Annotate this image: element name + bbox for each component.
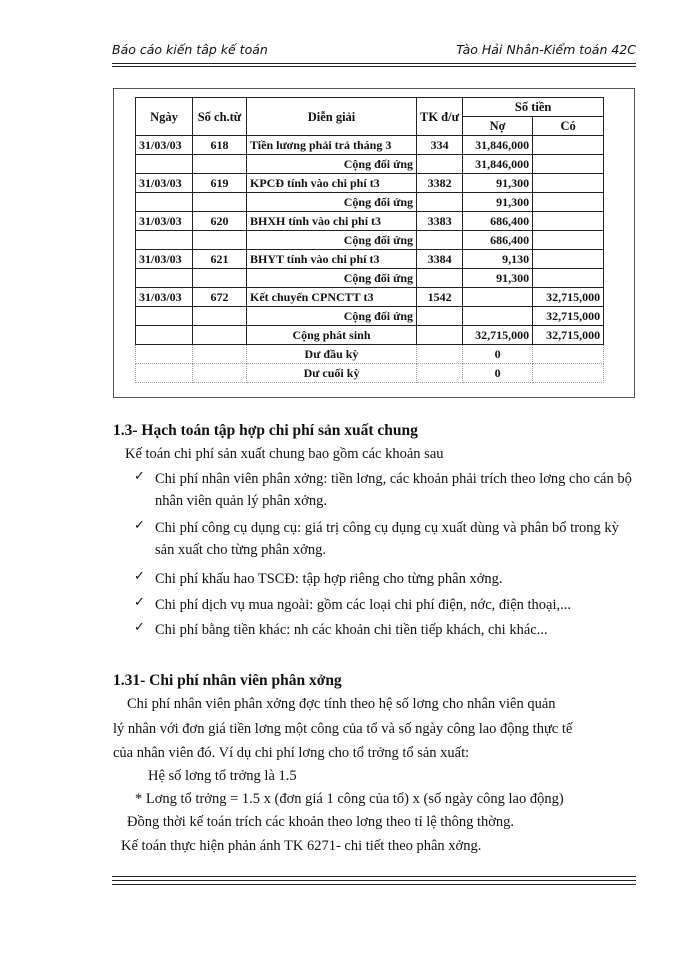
col-debit: Nợ [463,117,533,136]
check-icon: ✓ [134,517,145,532]
cell-desc: BHXH tính vào chi phí t3 [247,212,417,231]
col-date: Ngày [136,98,193,136]
para2: Đồng thời kế toán trích các khoản theo lơng theo tỉ lệ thông thờng. [127,814,515,830]
check-icon: ✓ [134,619,145,634]
check-icon: ✓ [134,594,145,609]
para1-line3: của nhân viên đó. Ví dụ chi phí lơng cho tổ trởng tổ sản xuất: [113,745,470,761]
cell-tk [417,193,463,212]
cell-no [193,269,247,288]
check-icon: ✓ [134,468,145,483]
cell-date: 31/03/03 [136,174,193,193]
closing-label: Dư cuối kỳ [247,364,417,383]
ledger-row [136,155,604,174]
cell-credit [533,269,604,288]
cell-tk [417,307,463,326]
cell-date [136,231,193,250]
bullet-item: Chi phí nhân viên phân xởng: tiền lơng, các khoản phải trích theo lơng cho cán bộ nhân viên quản lý phân xởng. [155,471,632,509]
cell-tk: 3383 [417,212,463,231]
ledger-row [136,269,604,288]
cell-no: 621 [193,250,247,269]
cell-date: 31/03/03 [136,212,193,231]
cell-credit: 32,715,000 [533,307,604,326]
footer-rule-mid [112,880,636,881]
opening-label: Dư đầu kỳ [247,345,417,364]
cell-tk [417,269,463,288]
total-label: Cộng phát sinh [247,326,417,345]
cell-no: 618 [193,136,247,155]
footer-rule-bottom [112,884,636,885]
total-credit: 32,715,000 [533,326,604,345]
cell-tk: 334 [417,136,463,155]
closing-value: 0 [463,364,533,383]
cell-date [136,193,193,212]
para1-line1: Chi phí nhân viên phân xởng đợc tính theo hệ số lơng cho nhân viên quản [127,696,556,712]
ledger-row [136,307,604,326]
para3: Kế toán thực hiện phản ánh TK 6271- chi tiết theo phân xởng. [121,838,482,854]
cell-credit [533,155,604,174]
cell-debit [463,307,533,326]
cell-credit [533,136,604,155]
cell-desc: Tiền lương phải trả tháng 3 [247,136,417,155]
page-header [112,42,636,62]
total-debit: 32,715,000 [463,326,533,345]
cell-debit: 91,300 [463,174,533,193]
cell-desc: BHYT tính vào chi phí t3 [247,250,417,269]
cell-date: 31/03/03 [136,250,193,269]
cell-tk: 1542 [417,288,463,307]
ledger-row [136,231,604,250]
ledger-row [136,250,604,269]
cell-desc: Kết chuyển CPNCTT t3 [247,288,417,307]
bullet-item: Chi phí dịch vụ mua ngoài: gồm các loại chi phí điện, nớc, điện thoại,... [155,597,571,613]
cell-no [193,231,247,250]
para1-line2: lý nhân với đơn giá tiền lơng một công của tổ và số ngày công lao động thực tế [113,721,573,737]
cell-desc: Cộng đối ứng [247,155,417,174]
ledger-table [135,97,604,383]
col-credit: Có [533,117,604,136]
cell-debit: 686,400 [463,212,533,231]
cell-debit: 31,846,000 [463,136,533,155]
total-row [136,326,604,345]
ledger-row [136,136,604,155]
cell-date [136,269,193,288]
cell-tk: 3384 [417,250,463,269]
cell-date: 31/03/03 [136,288,193,307]
opening-row [136,345,604,364]
cell-date [136,155,193,174]
header-left-title: Báo cáo kiến tâp kế toán [112,42,268,57]
cell-date: 31/03/03 [136,136,193,155]
cell-credit [533,250,604,269]
ledger-row [136,288,604,307]
ledger-row [136,174,604,193]
col-amount: Số tiền [463,98,604,117]
cell-no: 620 [193,212,247,231]
cell-no [193,307,247,326]
cell-credit [533,193,604,212]
header-right-author: Tào Hải Nhân-Kiểm toán 42C [456,42,636,57]
header-rule-bottom [112,66,636,67]
cell-tk: 3382 [417,174,463,193]
col-tk: TK đ/ư [417,98,463,136]
cell-debit: 91,300 [463,269,533,288]
section-title-1-31: 1.31- Chi phí nhân viên phân xởng [113,672,342,689]
col-desc: Diễn giải [247,98,417,136]
cell-debit: 31,846,000 [463,155,533,174]
ledger-row [136,193,604,212]
cell-debit [463,288,533,307]
cell-date [136,307,193,326]
section-title-1-3: 1.3- Hạch toán tập hợp chi phí sản xuất chung [113,422,418,439]
col-voucher: Số ch.từ [193,98,247,136]
cell-debit: 686,400 [463,231,533,250]
cell-no: 619 [193,174,247,193]
cell-desc: Cộng đối ứng [247,231,417,250]
cell-desc: Cộng đối ứng [247,269,417,288]
cell-desc: KPCĐ tính vào chi phí t3 [247,174,417,193]
ledger-body [136,136,604,326]
cell-tk [417,231,463,250]
bullet-item: Chi phí bằng tiền khác: nh các khoản chi tiền tiếp khách, chi khác... [155,622,548,638]
bullet-item: Chi phí khấu hao TSCĐ: tập hợp riêng cho từng phân xởng. [155,571,503,587]
formula-line: * Lơng tổ trởng = 1.5 x (đơn giá 1 công của tổ) x (số ngày công lao động) [135,791,564,807]
cell-debit: 9,130 [463,250,533,269]
coefficient-line: Hệ số lơng tổ trởng là 1.5 [148,768,297,784]
closing-row [136,364,604,383]
cell-credit [533,212,604,231]
cell-no [193,155,247,174]
footer-rule-top [112,876,636,877]
header-rule-top [112,63,636,64]
check-icon: ✓ [134,568,145,583]
cell-desc: Cộng đối ứng [247,307,417,326]
ledger-row [136,212,604,231]
bullet-item: Chi phí công cụ dụng cụ: giá trị công cụ dụng cụ xuất dùng và phân bổ trong kỳ sản xuất cho từng phân xởng. [155,520,619,558]
cell-credit: 32,715,000 [533,288,604,307]
cell-no: 672 [193,288,247,307]
cell-no [193,193,247,212]
ledger-frame [113,88,635,398]
cell-credit [533,231,604,250]
section1-intro: Kế toán chi phí sản xuất chung bao gồm các khoản sau [125,446,444,462]
opening-value: 0 [463,345,533,364]
cell-tk [417,155,463,174]
cell-desc: Cộng đối ứng [247,193,417,212]
cell-credit [533,174,604,193]
cell-debit: 91,300 [463,193,533,212]
